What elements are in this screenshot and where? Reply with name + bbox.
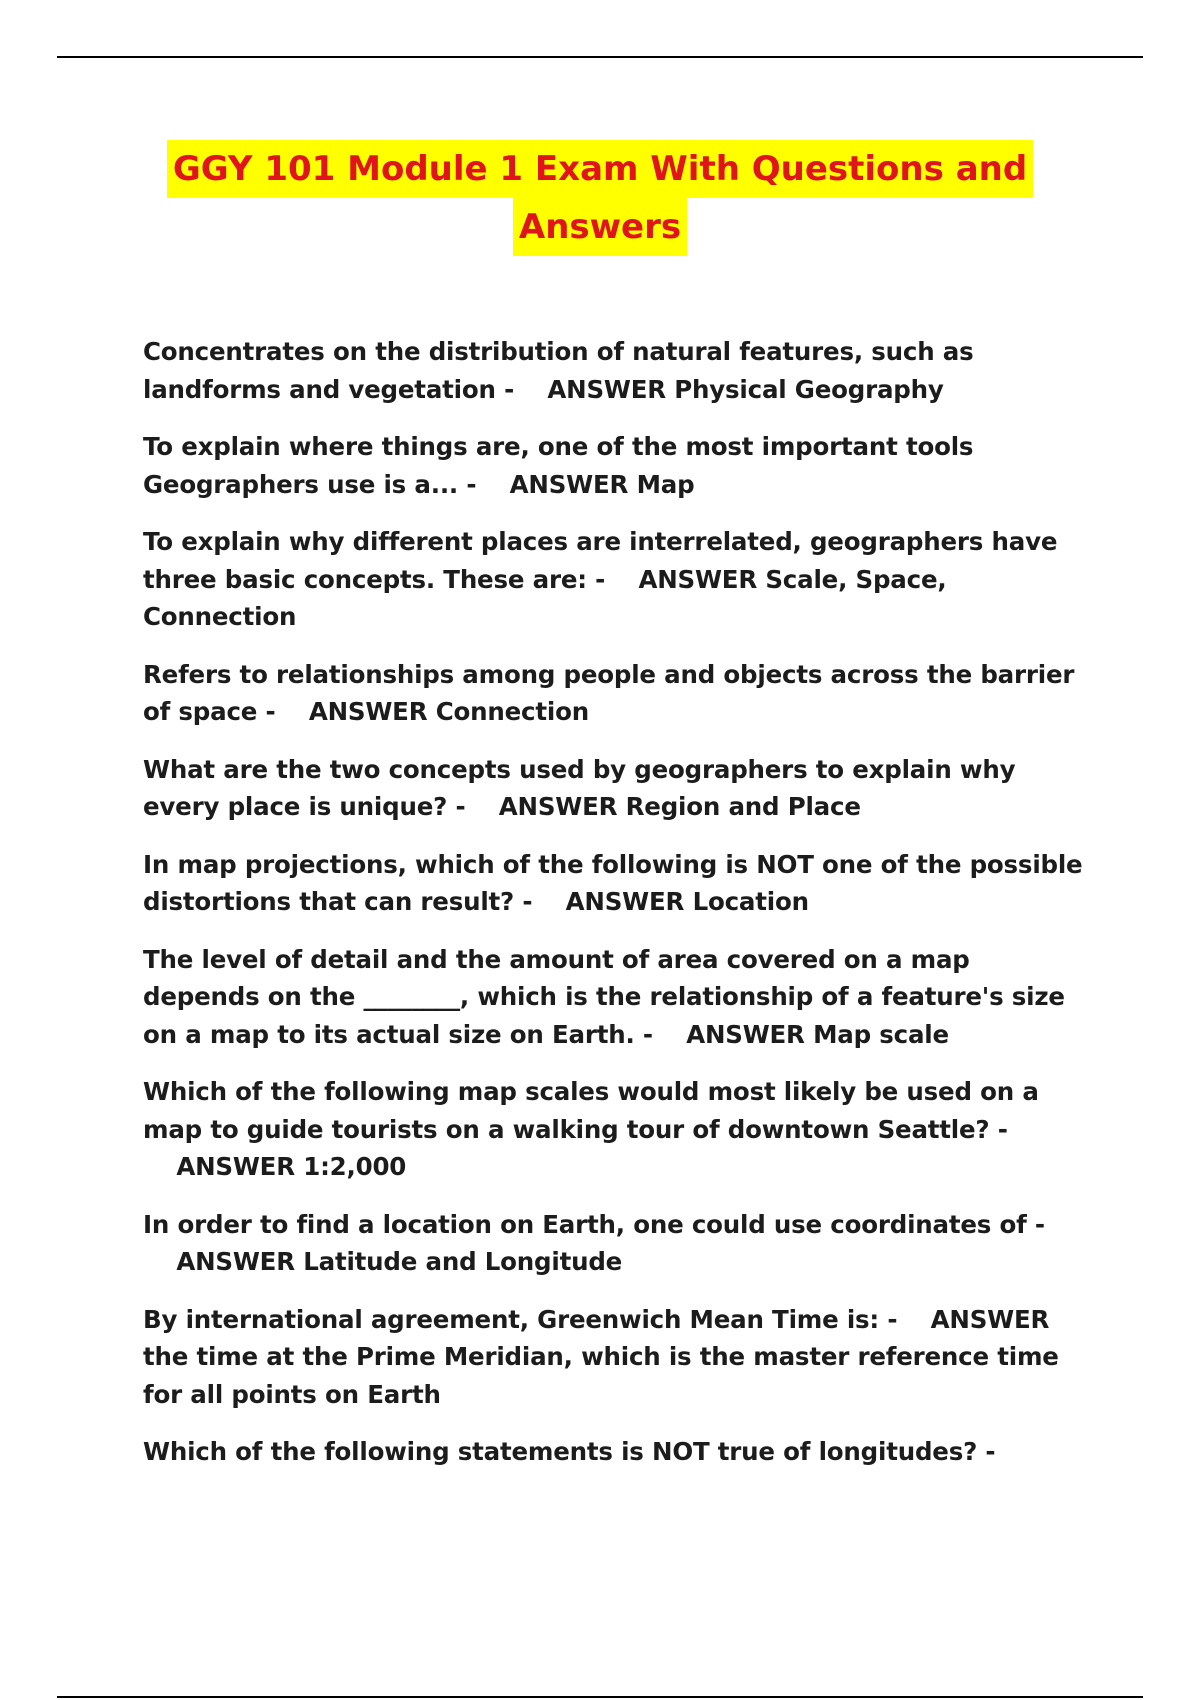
answer-text: Region and Place	[625, 792, 861, 821]
qa-item	[143, 846, 1093, 921]
question-text: To explain where things are, one of the most important tools Geographers use is a... -	[143, 432, 974, 499]
qa-item	[143, 333, 1093, 408]
answer-prefix: ANSWER	[176, 1152, 295, 1181]
title-line-2: Answers	[513, 198, 687, 256]
question-text: To explain why different places are interrelated, geographers have three basic concepts. These are: -	[143, 527, 1058, 594]
answer-text: 1:2,000	[303, 1152, 407, 1181]
answer-text: Map scale	[813, 1019, 949, 1049]
answer-text: Scale, Space, Connection	[143, 564, 947, 631]
qa-item	[143, 1073, 1093, 1186]
question-text: The level of detail and the amount of area covered on a map depends on the ________, which is the relationship of a feature's size on a map to its actual size on Earth. -	[143, 944, 1065, 1049]
question-text: In order to find a location on Earth, one could use coordinates of -	[143, 1209, 1045, 1239]
answer-text: the time at the Prime Meridian, which is the master reference time for all points on Earth	[143, 1342, 1059, 1409]
answer-prefix: ANSWER	[509, 469, 629, 499]
answer-prefix: ANSWER	[547, 374, 666, 404]
answer-prefix: ANSWER	[565, 887, 685, 916]
answer-text: Physical Geography	[674, 374, 944, 404]
top-rule	[57, 56, 1143, 58]
document-title	[0, 140, 1200, 256]
title-line-1: GGY 101 Module 1 Exam With Questions and	[167, 140, 1033, 198]
question-text: What are the two concepts used by geographers to explain why every place is unique? -	[143, 754, 1016, 821]
answer-text: Location	[692, 887, 809, 916]
qa-item	[143, 428, 1093, 503]
bottom-rule	[57, 1696, 1143, 1698]
qa-item	[143, 523, 1093, 636]
answer-text: Connection	[435, 697, 589, 726]
answer-prefix: ANSWER	[686, 1019, 805, 1049]
qa-item	[143, 1301, 1093, 1414]
answer-prefix: ANSWER	[308, 697, 428, 726]
answer-prefix: ANSWER	[498, 792, 618, 821]
qa-item	[143, 656, 1093, 731]
qa-item	[143, 1433, 1093, 1471]
qa-item	[143, 1206, 1093, 1281]
answer-text: Latitude and Longitude	[303, 1247, 623, 1276]
question-text: Concentrates on the distribution of natural features, such as landforms and vegetation -	[143, 337, 974, 404]
answer-prefix: ANSWER	[638, 564, 758, 594]
answer-prefix: ANSWER	[930, 1304, 1050, 1334]
question-text: Which of the following map scales would most likely be used on a map to guide tourists on a walking tour of downtown Seattle? -	[143, 1077, 1039, 1144]
qa-item	[143, 751, 1093, 826]
question-text: Refers to relationships among people and objects across the barrier of space -	[143, 659, 1075, 726]
qa-item	[143, 941, 1093, 1054]
answer-prefix: ANSWER	[176, 1247, 295, 1276]
question-text: By international agreement, Greenwich Mean Time is: -	[143, 1304, 898, 1334]
question-text: In map projections, which of the following is NOT one of the possible distortions that can result? -	[143, 849, 1083, 916]
question-text: Which of the following statements is NOT true of longitudes? -	[143, 1437, 996, 1466]
qa-list	[143, 333, 1093, 1491]
answer-text: Map	[636, 469, 695, 499]
